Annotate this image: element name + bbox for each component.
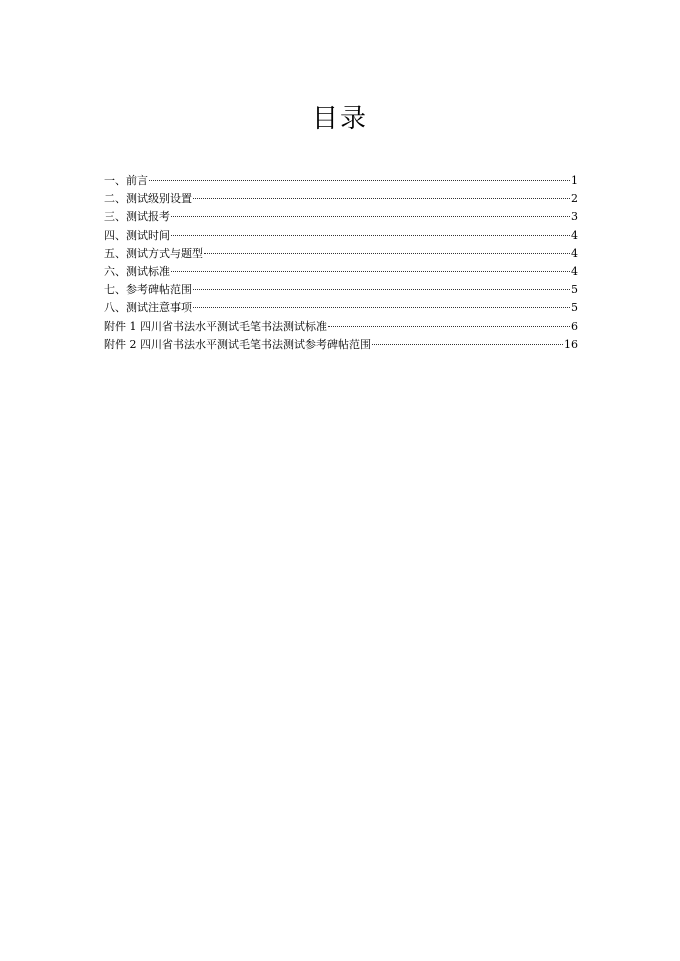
toc-entry[interactable] [104, 227, 578, 245]
toc-entry-label: 二、测试级别设置 [104, 192, 192, 206]
toc-entry-label: 七、参考碑帖范围 [104, 283, 192, 297]
toc-entry[interactable] [104, 190, 578, 208]
toc-entry-page: 3 [571, 210, 578, 224]
toc-entry-page: 4 [571, 228, 578, 242]
toc-entry-page: 4 [571, 264, 578, 278]
toc-entry[interactable] [104, 299, 578, 317]
toc-dot-leader [171, 271, 570, 272]
toc-entry-label: 四、测试时间 [104, 228, 170, 242]
toc-entry-label: 三、测试报考 [104, 210, 170, 224]
toc-dot-leader [372, 344, 563, 345]
toc-dot-leader [204, 253, 570, 254]
toc-dot-leader [149, 180, 570, 181]
toc-entry-label: 附件 2 四川省书法水平测试毛笔书法测试参考碑帖范围 [104, 337, 371, 351]
toc-entry[interactable] [104, 318, 578, 336]
toc-entry-label: 一、前言 [104, 174, 148, 187]
toc-entry-page: 16 [564, 337, 578, 351]
toc-entry-label: 八、测试注意事项 [104, 301, 192, 315]
toc-dot-leader [193, 307, 570, 308]
toc-entry[interactable] [104, 245, 578, 263]
toc-dot-leader [171, 235, 570, 236]
toc-entry-label: 五、测试方式与题型 [104, 246, 203, 260]
toc-entry-page: 6 [571, 319, 578, 333]
toc-title: 目录 [311, 104, 368, 134]
toc-dot-leader [193, 198, 570, 199]
toc-entry[interactable] [104, 336, 578, 354]
toc-entry-label: 六、测试标准 [104, 264, 170, 278]
toc-entry-page: 5 [571, 301, 578, 315]
toc-entry[interactable] [104, 172, 578, 190]
toc-entry-page: 5 [571, 283, 578, 297]
toc-dot-leader [328, 326, 570, 327]
toc-entry[interactable] [104, 208, 578, 226]
toc-entry-page: 1 [571, 174, 578, 187]
toc-entry[interactable] [104, 263, 578, 281]
toc-entry-label: 附件 1 四川省书法水平测试毛笔书法测试标准 [104, 319, 327, 333]
toc-dot-leader [171, 216, 570, 217]
toc-entry[interactable] [104, 281, 578, 299]
toc-list [104, 172, 578, 354]
toc-entry-page: 2 [571, 192, 578, 206]
toc-dot-leader [193, 289, 570, 290]
toc-entry-page: 4 [571, 246, 578, 260]
